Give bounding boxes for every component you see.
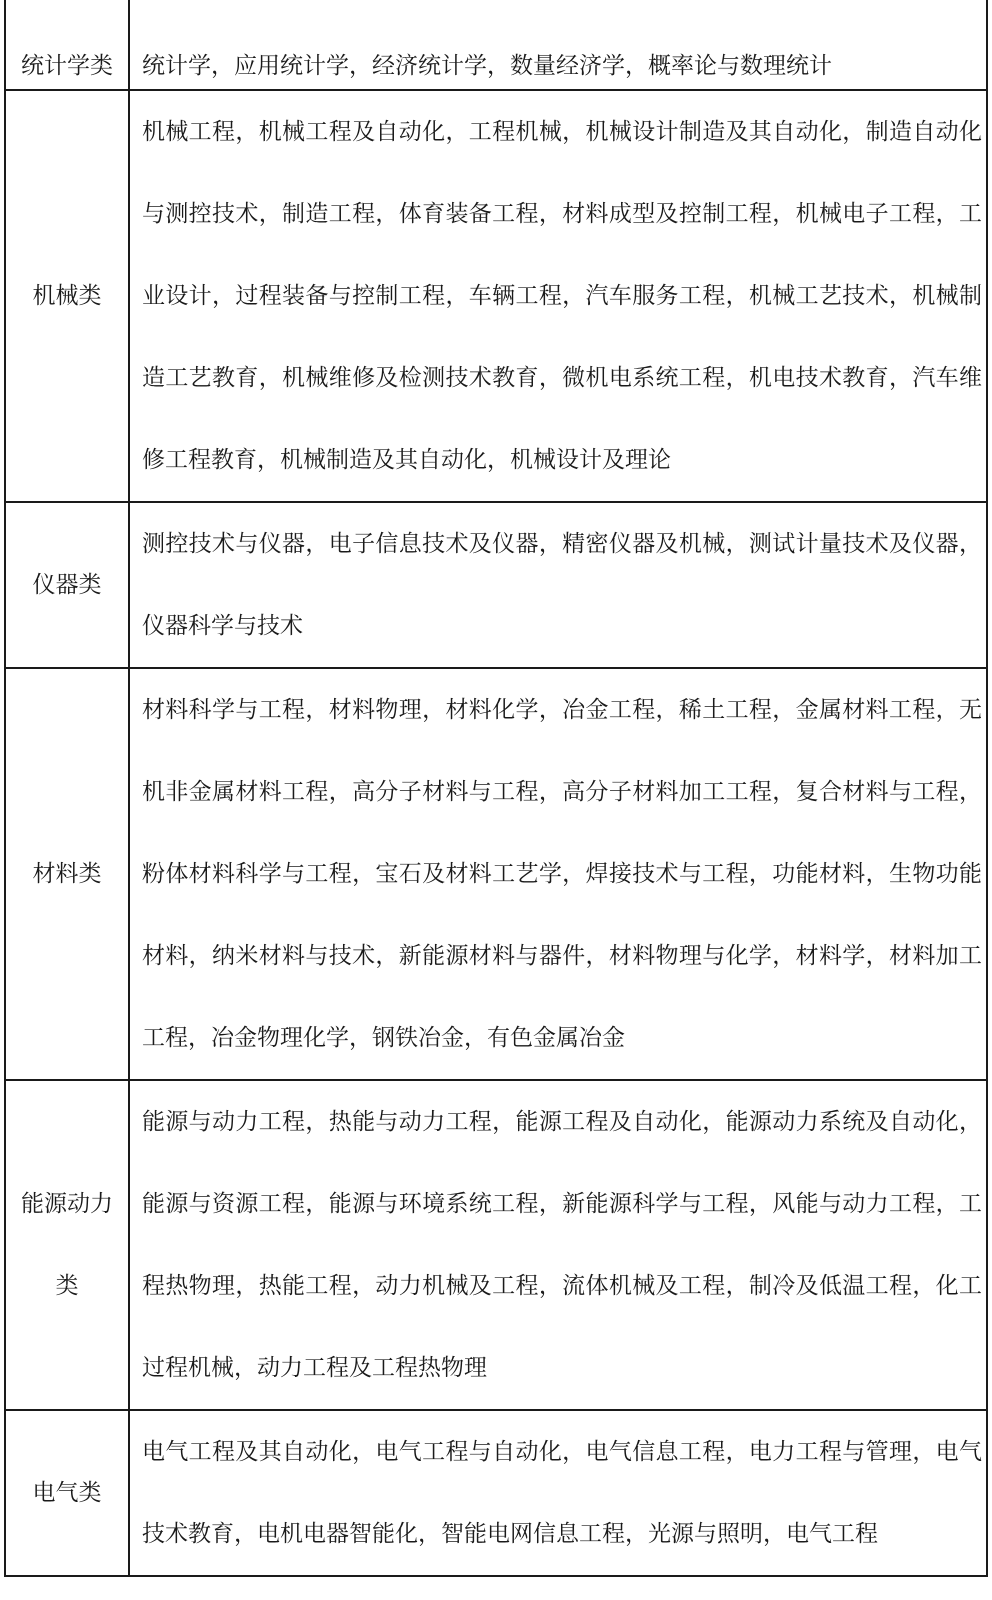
majors-cell bbox=[129, 1080, 987, 1410]
category-label: 电气类 bbox=[32, 1480, 102, 1506]
table-row bbox=[5, 0, 987, 90]
majors-text: 能源与动力工程，热能与动力工程，能源工程及自动化，能源动力系统及自动化，能源与资源工程，能源与环境系统工程，新能源科学与工程，风能与动力工程，工程热物理，热能工程，动力机械及工程，流体机械及工程，制冷及低温工程，化工过程机械，动力工程及工程热物理 bbox=[142, 1109, 982, 1381]
category-cell bbox=[5, 502, 129, 668]
category-cell bbox=[5, 1410, 129, 1576]
table-row bbox=[5, 668, 987, 1080]
category-cell bbox=[5, 668, 129, 1080]
majors-table bbox=[4, 0, 988, 1577]
majors-text: 统计学，应用统计学，经济统计学，数量经济学，概率论与数理统计 bbox=[142, 53, 832, 79]
majors-cell bbox=[129, 0, 987, 90]
category-cell bbox=[5, 1080, 129, 1410]
table-row bbox=[5, 90, 987, 502]
table-row bbox=[5, 1080, 987, 1410]
category-cell bbox=[5, 90, 129, 502]
majors-cell bbox=[129, 1410, 987, 1576]
category-label: 能源动力类 bbox=[21, 1191, 113, 1299]
majors-text: 机械工程，机械工程及自动化，工程机械，机械设计制造及其自动化，制造自动化与测控技术，制造工程，体育装备工程，材料成型及控制工程，机械电子工程，工业设计，过程装备与控制工程，车辆工程，汽车服务工程，机械工艺技术，机械制造工艺教育，机械维修及检测技术教育，微机电系统工程，机电技术教育，汽车维修工程教育，机械制造及其自动化，机械设计及理论 bbox=[142, 119, 982, 473]
majors-text: 电气工程及其自动化，电气工程与自动化，电气信息工程，电力工程与管理，电气技术教育，电机电器智能化，智能电网信息工程，光源与照明，电气工程 bbox=[142, 1439, 982, 1547]
table-row bbox=[5, 1410, 987, 1576]
majors-text: 材料科学与工程，材料物理，材料化学，冶金工程，稀土工程，金属材料工程，无机非金属材料工程，高分子材料与工程，高分子材料加工工程，复合材料与工程，粉体材料科学与工程，宝石及材料工艺学，焊接技术与工程，功能材料，生物功能材料，纳米材料与技术，新能源材料与器件，材料物理与化学，材料学，材料加工工程，冶金物理化学，钢铁冶金，有色金属冶金 bbox=[142, 697, 982, 1051]
majors-text: 测控技术与仪器，电子信息技术及仪器，精密仪器及机械，测试计量技术及仪器，仪器科学与技术 bbox=[142, 531, 982, 639]
category-label: 机械类 bbox=[32, 283, 102, 309]
majors-cell bbox=[129, 502, 987, 668]
category-label: 统计学类 bbox=[21, 53, 113, 79]
category-cell bbox=[5, 0, 129, 90]
category-label: 材料类 bbox=[32, 861, 102, 887]
category-label: 仪器类 bbox=[32, 572, 102, 598]
majors-cell bbox=[129, 668, 987, 1080]
majors-cell bbox=[129, 90, 987, 502]
table-row bbox=[5, 502, 987, 668]
